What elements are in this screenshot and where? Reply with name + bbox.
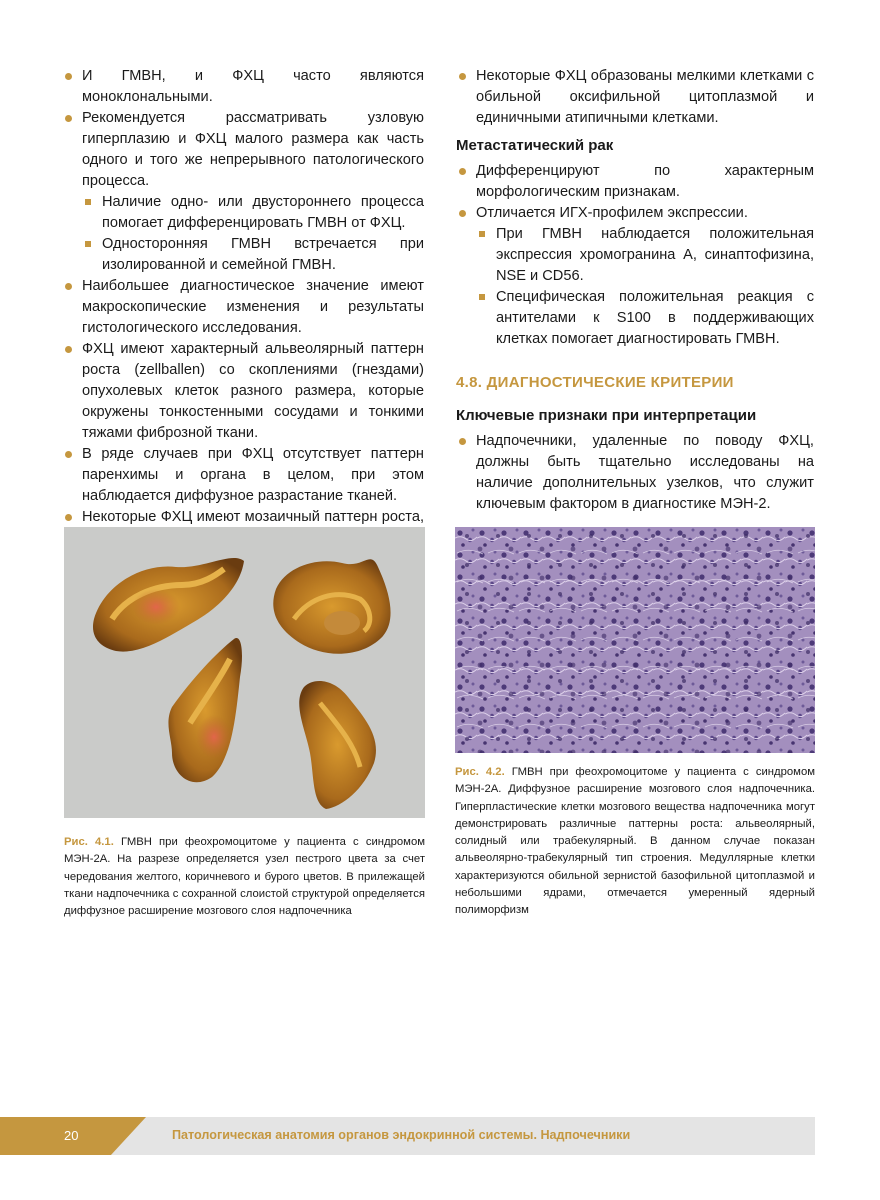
list-item: Дифференцируют по характерным морфологическим признакам. [456, 161, 814, 203]
sub-list-item: Односторонняя ГМВН встречается при изолированной и семейной ГМВН. [62, 234, 424, 276]
bullet-square-icon [85, 241, 91, 247]
list-item: В ряде случаев при ФХЦ отсутствует паттерн паренхимы и органа в целом, при этом наблюдается диффузное разрастание тканей. [62, 444, 424, 507]
figure-4-1-photo [64, 527, 425, 818]
figure-4-2-micrograph [455, 527, 815, 753]
bullet-dot-icon [65, 283, 72, 290]
bullet-dot-icon [65, 514, 72, 521]
bullet-square-icon [479, 231, 485, 237]
list-item: Надпочечники, удаленные по поводу ФХЦ, должны быть тщательно исследованы на наличие дополнительных узелков, что служит ключевым фактором в диагностике МЭН-2. [456, 431, 814, 515]
bullet-dot-icon [459, 438, 466, 445]
list-item: Отличается ИГХ-профилем экспрессии. [456, 203, 814, 224]
bullet-dot-icon [459, 168, 466, 175]
figure-4-2-caption [455, 764, 815, 920]
adrenal-specimen-image [64, 527, 425, 818]
figure-label: Рис. 4.2. [455, 766, 505, 778]
bullet-dot-icon [459, 210, 466, 217]
list-item: ФХЦ имеют характерный альвеолярный паттерн роста (zellballen) со скоплениями (гнездами) опухолевых клеток разного размера, которые окружены тонкостенными сосудами и тонкими тяжами фиброзной ткани. [62, 339, 424, 444]
sub-list-item: При ГМВН наблюдается положительная экспрессия хромогранина А, синаптофизина, NSE и CD56. [456, 224, 814, 287]
bullet-dot-icon [459, 73, 466, 80]
section-title: 4.8. ДИАГНОСТИЧЕСКИЕ КРИТЕРИИ [456, 374, 734, 391]
list-item: И ГМВН, и ФХЦ часто являются моноклональными. [62, 66, 424, 108]
bullet-dot-icon [65, 73, 72, 80]
bullet-square-icon [85, 199, 91, 205]
running-title: Патологическая анатомия органов эндокринной системы. Надпочечники [172, 1128, 631, 1142]
list-item: Некоторые ФХЦ имеют мозаичный паттерн роста, [62, 507, 424, 612]
bullet-square-icon [479, 294, 485, 300]
caption-text: ГМВН при феохромоцитоме у пациента с синдромом МЭН-2А. Диффузное расширение мозгового слоя надпочечника. Гиперпластические клетки мозгового вещества надпочечника могут демонстрировать различные паттерны роста: альвеолярный, солидный или трабекулярный. В данном случае показан альвеолярно-трабекулярный тип строения. Медуллярные клетки характеризуются обильной зернистой базофильной цитоплазмой и небольшими ядрами, отмечается умеренный ядерный полиморфизм [455, 766, 815, 917]
bullet-dot-icon [65, 115, 72, 122]
caption-text: ГМВН при феохромоцитоме у пациента с синдромом МЭН-2А. На разрезе определяется узел пестрого цвета за счет чередования желтого, коричневого и бурого цветов. В прилежащей ткани надпочечника с сохранной слоистой структурой определяется диффузное расширение мозгового слоя надпочечника [64, 836, 425, 918]
list-item: Некоторые ФХЦ образованы мелкими клетками с обильной оксифильной цитоплазмой и единичными атипичными клетками. [456, 66, 814, 129]
bullet-dot-icon [65, 346, 72, 353]
key-features-heading: Ключевые признаки при интерпретации [456, 407, 757, 424]
list-item: Наибольшее диагностическое значение имеют макроскопические изменения и результаты гистологического исследования. [62, 276, 424, 339]
figure-4-1-caption [64, 834, 425, 920]
sub-list-item: Специфическая положительная реакция с антителами к S100 в поддерживающих клетках помогает диагностировать ГМВН. [456, 287, 814, 350]
histology-image [455, 527, 815, 753]
metastatic-heading: Метастатический рак [456, 137, 614, 154]
bullet-dot-icon [65, 451, 72, 458]
right-column [456, 66, 814, 515]
sub-list-item: Наличие одно- или двустороннего процесса помогает дифференцировать ГМВН от ФХЦ. [62, 192, 424, 234]
list-item: Рекомендуется рассматривать узловую гиперплазию и ФХЦ малого размера как часть одного и того же непрерывного патологического процесса. [62, 108, 424, 192]
figure-label: Рис. 4.1. [64, 836, 114, 848]
page-number: 20 [64, 1128, 79, 1143]
